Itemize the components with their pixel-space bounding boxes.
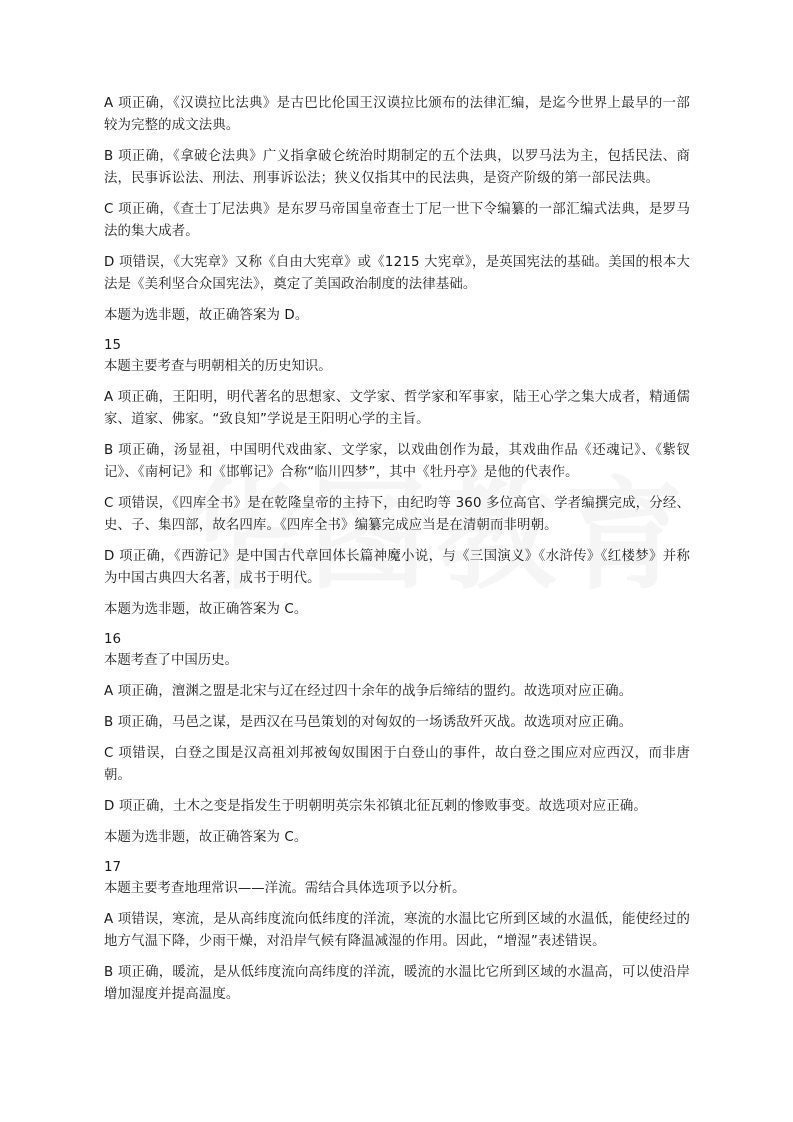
question-intro: 本题主要考查与明朝相关的历史知识。 (104, 359, 332, 374)
answer-paragraph: B 项正确，暖流，是从低纬度流向高纬度的洋流，暖流的水温比它所到区域的水温高，可以使沿岸增加湿度并提高温度。 (104, 965, 690, 1002)
answer-paragraph: A 项正确，澶渊之盟是北宋与辽在经过四十余年的战争后缔结的盟约。故选项对应正确。 (104, 684, 633, 699)
answer-conclusion: 本题为选非题，故正确答案为 C。 (104, 830, 308, 845)
answer-paragraph: A 项正确，王阳明，明代著名的思想家、文学家、哲学家和军事家，陆王心学之集大成者，精通儒家、道家、佛家。“致良知”学说是王阳明心学的主旨。 (104, 390, 690, 427)
answer-paragraph: C 项正确，《查士丁尼法典》是东罗马帝国皇帝查士丁尼一世下令编纂的一部汇编式法典，是罗马法的集大成者。 (104, 202, 690, 239)
question-number: 15 (104, 338, 122, 353)
question-number: 16 (104, 632, 122, 647)
answer-paragraph: C 项错误，《四库全书》是在乾隆皇帝的主持下，由纪昀等 360 多位高官、学者编撰完成，分经、史、子、集四部，故名四库。《四库全书》编纂完成应当是在清朝而非明朝。 (104, 496, 690, 533)
answer-paragraph: D 项正确，《西游记》是中国古代章回体长篇神魔小说，与《三国演义》《水浒传》《红楼梦》并称为中国古典四大名著，成书于明代。 (104, 549, 690, 586)
answer-paragraph: B 项正确，《拿破仑法典》广义指拿破仑统治时期制定的五个法典，以罗马法为主，包括民法、商法，民事诉讼法、刑法、刑事诉讼法；狭义仅指其中的民法典，是资产阶级的第一部民法典。 (104, 149, 690, 186)
document-page (104, 93, 690, 1015)
answer-paragraph: D 项正确，土木之变是指发生于明朝明英宗朱祁镇北征瓦剌的惨败事变。故选项对应正确。 (104, 799, 647, 814)
question-number: 17 (104, 860, 122, 875)
answer-paragraph: A 项正确，《汉谟拉比法典》是古巴比伦国王汉谟拉比颁布的法律汇编，是迄今世界上最早的一部较为完整的成文法典。 (104, 96, 690, 133)
answer-paragraph: B 项正确，汤显祖，中国明代戏曲家、文学家，以戏曲创作为最，其戏曲作品《还魂记》、《紫钗记》、《南柯记》和《邯郸记》合称“临川四梦”，其中《牡丹亭》是他的代表作。 (104, 443, 690, 480)
answer-paragraph: A 项错误，寒流，是从高纬度流向低纬度的洋流，寒流的水温比它所到区域的水温低，能使经过的地方气温下降，少雨干燥，对沿岸气候有降温减湿的作用。因此，“增湿”表述错误。 (104, 912, 690, 949)
answer-paragraph: C 项错误，白登之围是汉高祖刘邦被匈奴围困于白登山的事件，故白登之围应对应西汉，而非唐朝。 (104, 746, 690, 783)
answer-paragraph: D 项错误，《大宪章》又称《自由大宪章》或《1215 大宪章》，是英国宪法的基础。美国的根本大法是《美利坚合众国宪法》，奠定了美国政治制度的法律基础。 (104, 255, 690, 292)
question-intro: 本题考查了中国历史。 (104, 653, 238, 668)
answer-conclusion: 本题为选非题，故正确答案为 D。 (104, 308, 309, 323)
answer-paragraph: B 项正确，马邑之谋，是西汉在马邑策划的对匈奴的一场诱敌歼灭战。故选项对应正确。 (104, 715, 633, 730)
question-intro: 本题主要考查地理常识——洋流。需结合具体选项予以分析。 (104, 881, 466, 896)
answer-conclusion: 本题为选非题，故正确答案为 C。 (104, 602, 308, 617)
